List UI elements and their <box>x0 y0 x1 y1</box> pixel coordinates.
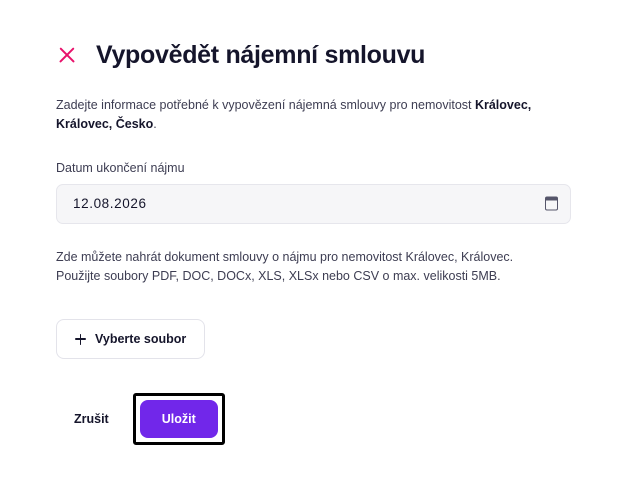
save-button-focus-ring <box>133 393 225 445</box>
date-field-label: Datum ukončení nájmu <box>56 160 185 175</box>
choose-file-label: Vyberte soubor <box>95 332 187 346</box>
intro-text <box>56 96 567 135</box>
intro-property-name: Královec, Královec, Česko <box>56 98 532 132</box>
intro-text-suffix: . <box>153 117 157 132</box>
end-date-input[interactable] <box>56 184 571 224</box>
intro-text-prefix: Zadejte informace potřebné k vypovězení nájemná smlouvy pro nemovitost <box>56 98 475 112</box>
plus-icon <box>75 334 86 345</box>
dialog-footer <box>0 393 623 445</box>
cancel-button[interactable]: Zrušit <box>56 400 127 438</box>
date-field-wrapper <box>56 184 571 224</box>
calendar-icon[interactable] <box>545 197 558 210</box>
save-button[interactable]: Uložit <box>140 400 218 438</box>
choose-file-button[interactable] <box>56 319 205 359</box>
upload-help-text: Zde můžete nahrát dokument smlouvy o nájmu pro nemovitost Královec, Královec. Použijte soubory PDF, DOC, DOCx, XLS, XLSx nebo CSV o max. velikosti 5MB. <box>56 249 514 284</box>
close-icon[interactable] <box>56 44 78 66</box>
dialog-header <box>0 0 623 70</box>
dialog-body <box>0 96 623 359</box>
page-title: Vypovědět nájemní smlouvu <box>96 41 426 69</box>
